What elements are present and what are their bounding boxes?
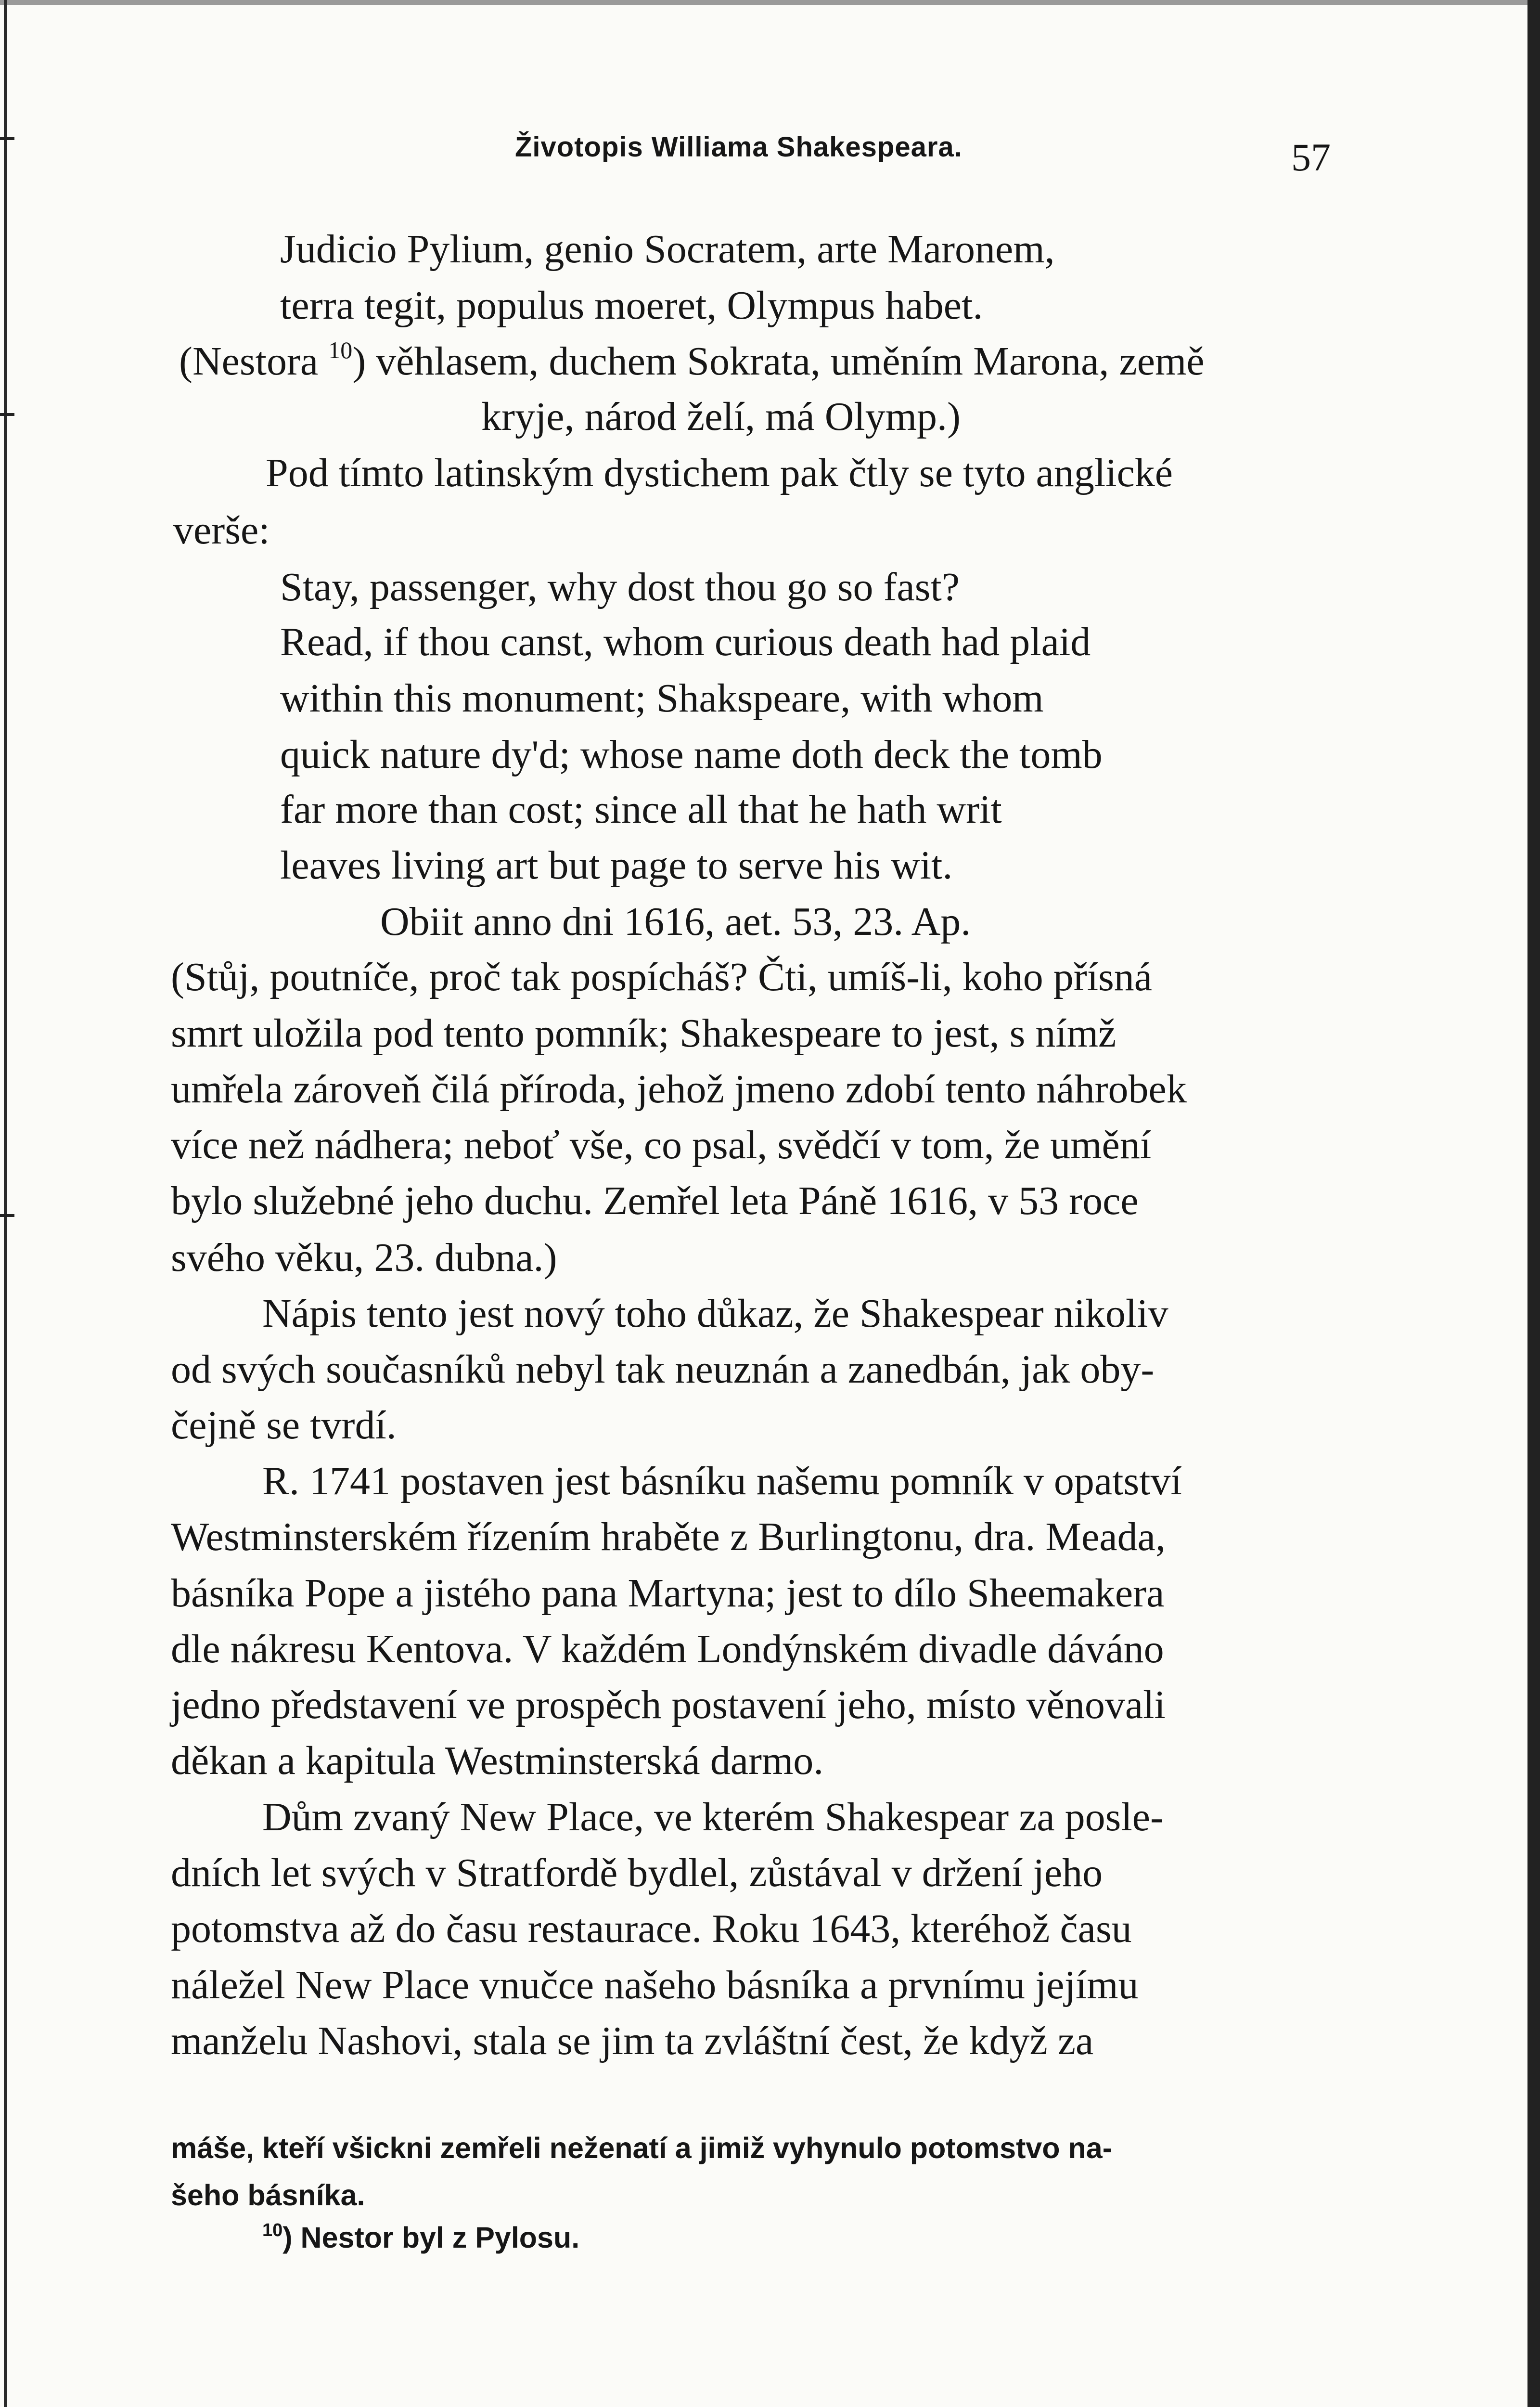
paragraph-line: Nápis tento jest nový toho důkaz, že Shakespear nikoliv [262,1291,1168,1336]
running-head: Životopis Williama Shakespeara. [515,131,962,163]
paragraph-line: Dům zvaný New Place, ve kterém Shakespear za posle- [262,1795,1164,1839]
margin-mark [0,1214,14,1217]
paragraph-line: R. 1741 postaven jest básníku našemu pomník v opatství [262,1459,1182,1503]
paragraph-line: dle nákresu Kentova. V každém Londýnském divadle dáváno [171,1627,1164,1671]
translation-line: svého věku, 23. dubna.) [171,1235,557,1280]
paragraph-line: Westminsterském řízením hraběte z Burlingtonu, dra. Meada, [171,1514,1166,1559]
margin-mark [0,413,14,416]
paragraph-line: básníka Pope a jistého pana Martyna; jest to dílo Sheemakera [171,1571,1165,1616]
translation-line: (Stůj, poutníče, proč tak pospícháš? Čti, umíš-li, koho přísná [171,955,1153,999]
paragraph-line: manželu Nashovi, stala se jim ta zvláštní čest, že když za [171,2019,1094,2063]
page-number: 57 [1291,135,1331,179]
paragraph-line: potomstva až do času restaurace. Roku 1643, kteréhož času [171,1906,1132,1951]
epitaph-latin-line: terra tegit, populus moeret, Olympus habet. [280,283,983,328]
footnote-marker: 10 [262,2220,283,2240]
verse-date-line: Obiit anno dni 1616, aet. 53, 23. Ap. [380,899,971,944]
paragraph-line: čejně se tvrdí. [171,1403,397,1448]
footnote-text: ) Nestor byl z Pylosu. [282,2221,580,2254]
verse-line: far more than cost; since all that he hath writ [280,787,1002,832]
epitaph-latin-line: Judicio Pylium, genio Socratem, arte Maronem, [280,227,1055,272]
verse-line: within this monument; Shakspeare, with whom [280,676,1044,721]
epitaph-czech-line: kryje, národ želí, má Olymp.) [481,394,961,439]
scan-edge-right [1527,0,1540,2407]
paragraph-line: od svých současníků nebyl tak neuznán a zanedbán, jak oby- [171,1347,1155,1392]
translation-line: umřela zároveň čilá příroda, jehož jmeno zdobí tento náhrobek [171,1067,1187,1112]
paragraph-line: verše: [173,508,270,553]
verse-line: quick nature dy'd; whose name doth deck the tomb [280,732,1103,777]
epitaph-czech-line [179,336,1205,384]
epitaph-czech-text: ) věhlasem, duchem Sokrata, uměním Marona, země [352,339,1205,384]
scan-edge-top [0,0,1540,5]
paragraph-line: Pod tímto latinským dystichem pak čtly se tyto anglické [266,451,1173,495]
paragraph-line: náležel New Place vnučce našeho básníka a prvnímu jejímu [171,1963,1139,2007]
paragraph-line: děkan a kapitula Westminsterská darmo. [171,1738,824,1783]
verse-line: Read, if thou canst, whom curious death had plaid [280,620,1091,664]
paragraph-line: dních let svých v Stratfordě bydlel, zůstával v držení jeho [171,1851,1103,1895]
scan-edge-left [4,0,7,2407]
paragraph-line: jedno představení ve prospěch postavení jeho, místo věnovali [171,1682,1166,1727]
epitaph-czech-text: (Nestora [179,339,329,384]
translation-line: bylo služebné jeho duchu. Zemřel leta Páně 1616, v 53 roce [171,1178,1139,1223]
margin-mark [0,137,14,140]
verse-line: Stay, passenger, why dost thou go so fast? [280,565,960,609]
translation-line: smrt uložila pod tento pomník; Shakespeare to jest, s nímž [171,1011,1116,1056]
footnote-line: šeho básníka. [171,2179,365,2212]
translation-line: více než nádhera; neboť vše, co psal, svědčí v tom, že umění [171,1123,1152,1167]
footnote-reference: 10 [328,336,353,363]
footnote-10 [262,2220,580,2254]
footnote-line: máše, kteří všickni zemřeli neženatí a jimiž vyhynulo potomstvo na- [171,2132,1113,2164]
verse-line: leaves living art but page to serve his wit. [280,843,953,888]
